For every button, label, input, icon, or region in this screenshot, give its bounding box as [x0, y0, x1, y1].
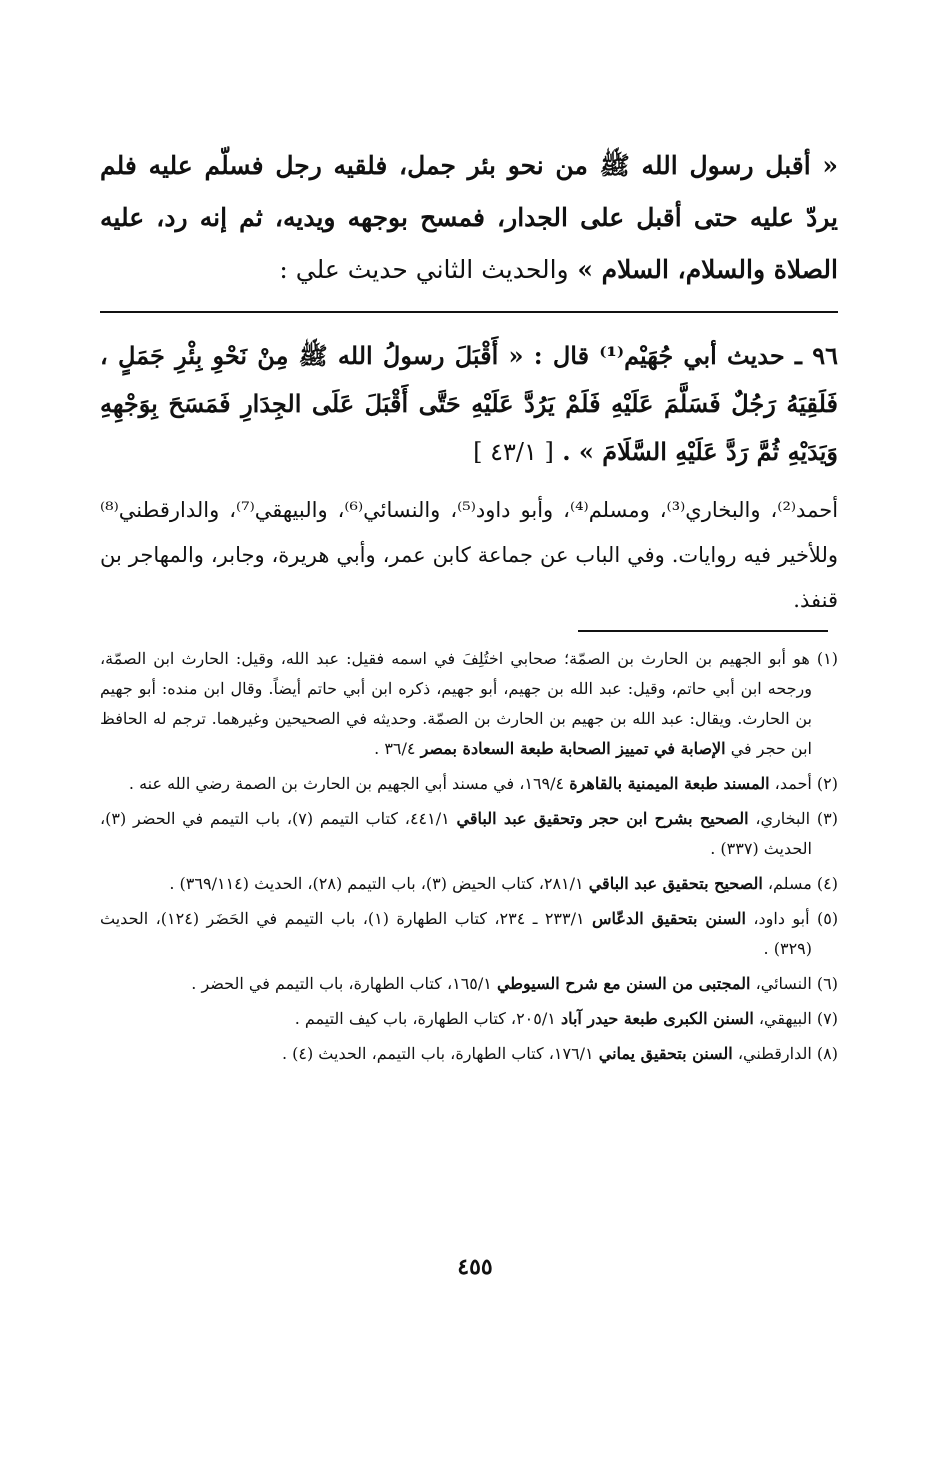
footnote-text: البخاري،	[755, 809, 811, 828]
footnote-7	[100, 1004, 838, 1034]
footnote-source: السنن بتحقيق الدعّاس	[592, 909, 746, 928]
footnote-8	[100, 1039, 838, 1069]
footnote-end: ١٦٥/١، كتاب الطهارة، باب التيمم في الحضر .	[191, 974, 492, 993]
footnote-source: السنن الكبرى طبعة حيدر آباد	[560, 1009, 754, 1028]
footnote-text: النسائي،	[755, 974, 812, 993]
footnote-2	[100, 769, 838, 799]
footnote-1	[100, 644, 838, 764]
footnote-end: ١٦٩/٤، في مسند أبي الجهيم بن الحارث بن الصمة رضي الله عنه .	[128, 774, 565, 793]
hadith-96	[100, 332, 838, 476]
footnote-text: أبو داود،	[753, 909, 810, 928]
takhrij-paragraph: أحمد⁽²⁾، والبخاري⁽³⁾، ومسلم⁽⁴⁾، وأبو داود⁽⁵⁾، والنسائي⁽⁶⁾، والبيهقي⁽⁷⁾، والدارقطني⁽⁸⁾ وللأخير فيه روايات. وفي الباب عن جماعة كابن عمر، وأبي هريرة، وجابر، والمهاجر بن قنفذ.	[100, 498, 839, 612]
footnote-end: ١٧٦/١، كتاب الطهارة، باب التيمم، الحديث (٤) .	[281, 1044, 594, 1063]
footnote-end: ٢٣٣/١ ـ ٢٣٤، كتاب الطهارة (١)، باب التيمم في الحَضَر (١٢٤)، الحديث (٣٢٩) .	[100, 909, 812, 958]
hadith-reference: [ ٤٣/١ ]	[473, 438, 554, 466]
footnote-6	[100, 969, 838, 999]
footnote-number: (٤)	[816, 874, 838, 893]
intro-quote: « أقبل رسول الله ﷺ من نحو بئر جمل، فلقيه رجل فسلّم عليه فلم يردّ عليه حتى أقبل على الجدار، فمسح بوجهه ويديه، ثم إنه رد، عليه الصلاة والسلام، السلام »	[100, 151, 838, 284]
footnote-number: (٧)	[816, 1009, 838, 1028]
page-number: ٤٥٥	[457, 1254, 493, 1280]
footnote-5	[100, 904, 838, 964]
footnote-text: هو أبو الجهيم بن الحارث بن الصمّة؛ صحابي اختُلِفَ في اسمه فقيل: عبد الله، وقيل: الحارث ابن الصمّة، ورجحه ابن أبي حاتم، وقيل: عبد الله بن جهيم، أبو جهيم، ذكره ابن أبي حاتم أيضاً. وقال ابن منده: أبو جهيم بن الحارث. ويقال: عبد الله بن جهيم بن الحارث بن الصمّة. وحديثه في الصحيحين وغيرهما. ترجم له الحافظ ابن حجر في	[100, 649, 813, 758]
footnote-4	[100, 869, 838, 899]
footnote-end: ٤٤١/١، كتاب التيمم (٧)، باب التيمم في الحضر (٣)، الحديث (٣٣٧) .	[100, 809, 812, 858]
footnote-3	[100, 804, 838, 864]
footnote-source: السنن بتحقيق يماني	[598, 1044, 733, 1063]
footnote-number: (٣)	[816, 809, 838, 828]
footnote-number: (٥)	[816, 909, 839, 928]
footnote-text: مسلم،	[767, 874, 812, 893]
footnote-source: المسند طبعة الميمنية بالقاهرة	[569, 774, 770, 793]
intro-paragraph	[100, 140, 838, 296]
footnote-end: ٢٠٥/١، كتاب الطهارة، باب كيف التيمم .	[294, 1009, 556, 1028]
footnote-number: (١)	[816, 649, 839, 668]
hadith-heading: ٩٦ ـ حديث أبي جُهَيْم⁽¹⁾ قال :	[533, 341, 838, 370]
footnote-text: أحمد،	[774, 774, 812, 793]
section-divider	[100, 311, 838, 313]
footnote-end: ٢٨١/١، كتاب الحيض (٣)، باب التيمم (٢٨)، الحديث (٣٦٩/١١٤) .	[169, 874, 584, 893]
footnote-source: الصحيح بشرح ابن حجر وتحقيق عبد الباقي	[456, 809, 749, 828]
footnote-text: البيهقي،	[758, 1009, 812, 1028]
footnote-source: الصحيح بتحقيق عبد الباقي	[588, 874, 763, 893]
footnote-number: (٢)	[816, 774, 838, 793]
footnote-end: ٣٦/٤ .	[374, 739, 416, 758]
footnote-text: الدارقطني،	[737, 1044, 812, 1063]
footnote-divider	[578, 630, 828, 632]
footnote-source: الإصابة في تمييز الصحابة طبعة السعادة بمصر	[420, 739, 726, 758]
intro-tail: والحديث الثاني حديث علي :	[279, 255, 569, 284]
footnotes	[100, 644, 838, 1074]
footnote-number: (٨)	[816, 1044, 838, 1063]
hadith-text: « أَقْبَلَ رسولُ الله ﷺ مِنْ نَحْوِ بِئْرِ جَمَلٍ ، فَلَقِيَهُ رَجُلٌ فَسَلَّمَ عَلَيْهِ فَلَمْ يَرُدَّ عَلَيْهِ حَتَّى أَقْبَلَ عَلَى الجِدَارِ فَمَسَحَ بِوَجْهِهِ وَيَدَيْهِ ثُمَّ رَدَّ عَلَيْهِ السَّلَامَ » .	[100, 341, 838, 466]
footnote-source: المجتبى من السنن مع شرح السيوطي	[496, 974, 751, 993]
footnote-number: (٦)	[816, 974, 838, 993]
